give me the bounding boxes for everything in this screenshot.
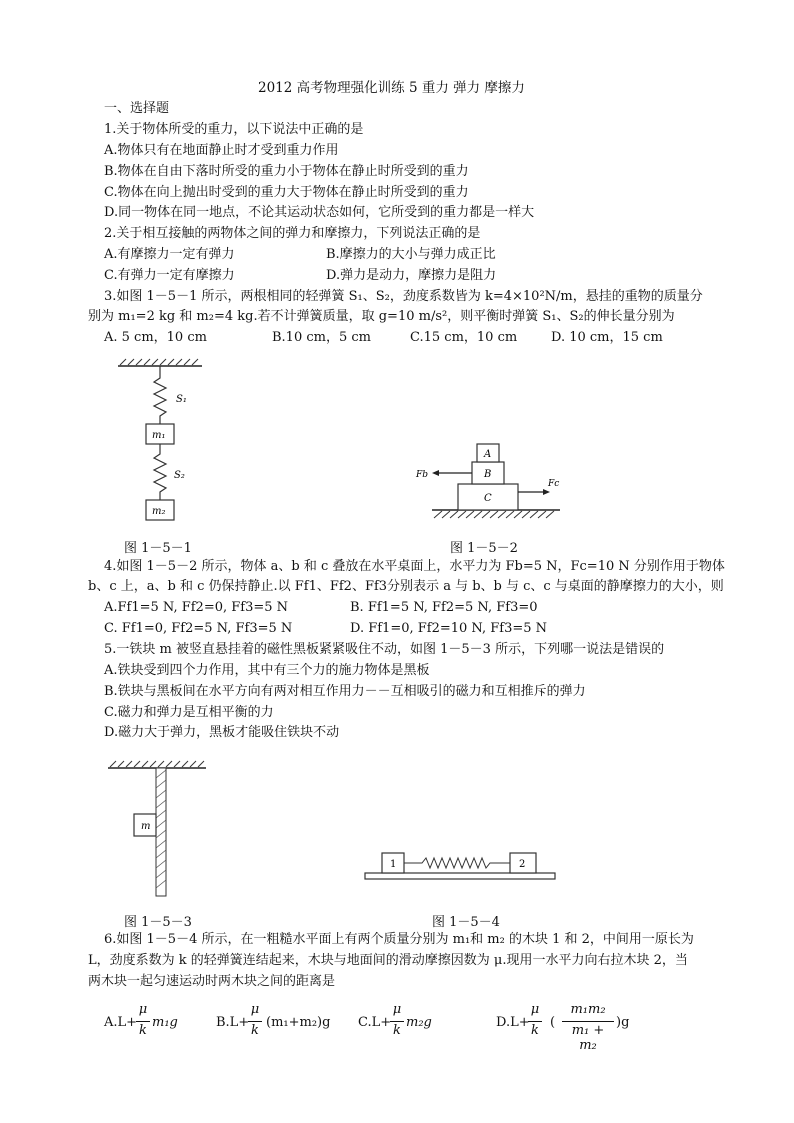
q5-option-c: C.磁力和弹力是互相平衡的力	[104, 705, 274, 720]
fraction-bar	[136, 1021, 150, 1022]
ceiling-hatch	[120, 359, 198, 365]
table-hatch	[434, 511, 554, 518]
q1-option-a: A.物体只有在地面静止时才受到重力作用	[104, 143, 339, 158]
q6-option-d-prefix: D.L+	[496, 1015, 530, 1030]
label-s2: S₂	[174, 470, 185, 481]
spring	[404, 858, 510, 868]
page-title: 2012 高考物理强化训练 5 重力 弹力 摩擦力	[258, 80, 525, 96]
q6-stem-line2: L，劲度系数为 k 的轻弹簧连结起来，木块与地面间的滑动摩擦因数为 μ.现用一水平力向右拉木块 2，当	[88, 953, 688, 968]
label-2: 2	[519, 859, 526, 870]
spring-s2	[154, 444, 166, 500]
q2-option-a: A.有摩擦力一定有弹力	[104, 247, 235, 262]
q6-option-d-open-paren: (	[550, 1015, 556, 1030]
q1-option-c: C.物体在向上抛出时受到的重力大于物体在静止时所受到的重力	[104, 185, 469, 200]
q6-option-a-suffix: m₁g	[152, 1015, 178, 1030]
caption-1-5-3: 图 1－5－3	[124, 915, 192, 930]
label-1: 1	[390, 859, 397, 870]
q6-option-d-suffix: )g	[616, 1015, 630, 1030]
q4-option-d: D. Ff1=0, Ff2=10 N, Ff3=5 N	[350, 621, 548, 636]
q6-option-d-fraction-outer	[528, 1002, 542, 1042]
q3-stem-line1: 3.如图 1－5－1 所示，两根相同的轻弹簧 S₁、S₂，劲度系数皆为 k=4×10²N/m，悬挂的重物的质量分	[104, 289, 703, 304]
fraction-denominator: k	[531, 1023, 539, 1038]
fraction-bar	[248, 1021, 262, 1022]
q6-option-a-fraction	[136, 1002, 150, 1042]
q6-stem-line3: 两木块一起匀速运动时两木块之间的距离是	[88, 974, 336, 989]
q2-option-b: B.摩擦力的大小与弹力成正比	[326, 247, 496, 262]
q2-option-d: D.弹力是动力，摩擦力是阻力	[326, 268, 497, 283]
q6-stem-line1: 6.如图 1－5－4 所示，在一粗糙水平面上有两个质量分别为 m₁和 m₂ 的木块 1 和 2，中间用一原长为	[104, 932, 694, 947]
figure-1-5-2	[410, 436, 570, 528]
figure-1-5-4	[360, 845, 560, 885]
q6-option-a-prefix: A.L+	[104, 1015, 138, 1030]
spring-s1	[154, 366, 166, 424]
q6-option-c-prefix: C.L+	[358, 1015, 392, 1030]
arrow-fc-head	[543, 489, 550, 495]
label-b: B	[484, 469, 492, 480]
q4-stem-line1: 4.如图 1－5－2 所示，物体 a、b 和 c 叠放在水平桌面上，水平力为 Fb=5 N，Fc=10 N 分别作用于物体	[104, 559, 725, 574]
caption-1-5-4: 图 1－5－4	[432, 915, 500, 930]
q4-option-a: A.Ff1=5 N, Ff2=0, Ff3=5 N	[104, 600, 289, 615]
q3-option-a: A. 5 cm，10 cm	[104, 330, 207, 345]
fraction-denominator: k	[393, 1023, 401, 1038]
label-fb: Fb	[416, 470, 429, 480]
q6-option-d-fraction-inner	[562, 1002, 614, 1053]
q1-option-d: D.同一物体在同一地点，不论其运动状态如何，它所受到的重力都是一样大	[104, 205, 535, 220]
q5-stem: 5.一铁块 m 被竖直悬挂着的磁性黑板紧紧吸住不动，如图 1－5－3 所示，下列哪一说法是错误的	[104, 642, 665, 657]
fraction-numerator: μ	[392, 1002, 402, 1017]
figure-1-5-3	[104, 758, 214, 903]
fraction-denominator: k	[139, 1023, 147, 1038]
q6-option-b-suffix: (m₁+m₂)g	[266, 1015, 331, 1030]
q2-option-c: C.有弹力一定有摩擦力	[104, 268, 235, 283]
label-m2: m₂	[152, 506, 166, 517]
ground-slab	[365, 873, 555, 879]
q4-stem-line2: b、c 上，a、b 和 c 仍保持静止.以 Ff1、Ff2、Ff3分别表示 a 与 b、b 与 c、c 与桌面的静摩擦力的大小，则	[88, 579, 724, 594]
q5-option-a: A.铁块受到四个力作用，其中有三个力的施力物体是黑板	[104, 663, 430, 678]
fraction-numerator: μ	[250, 1002, 260, 1017]
q4-option-c: C. Ff1=0, Ff2=5 N, Ff3=5 N	[104, 621, 293, 636]
caption-1-5-1: 图 1－5－1	[124, 541, 192, 556]
q4-option-b: B. Ff1=5 N, Ff2=5 N, Ff3=0	[350, 600, 538, 615]
q1-option-b: B.物体在自由下落时所受的重力小于物体在静止时所受到的重力	[104, 164, 469, 179]
label-fc: Fc	[548, 479, 560, 489]
fraction-bar	[562, 1021, 614, 1022]
ceiling-hatch	[110, 761, 204, 767]
q6-option-c-suffix: m₂g	[406, 1015, 432, 1030]
fraction-bar	[390, 1021, 404, 1022]
label-s1: S₁	[176, 394, 187, 405]
q3-option-c: C.15 cm，10 cm	[410, 330, 518, 345]
section-heading: 一、选择题	[104, 101, 170, 116]
fraction-denominator: m₁ + m₂	[571, 1023, 605, 1053]
q6-option-b-fraction	[248, 1002, 262, 1042]
q6-option-c-fraction	[390, 1002, 404, 1042]
q3-option-b: B.10 cm，5 cm	[272, 330, 371, 345]
caption-1-5-2: 图 1－5－2	[450, 541, 518, 556]
arrow-fb-head	[432, 470, 439, 476]
q5-option-d: D.磁力大于弹力，黑板才能吸住铁块不动	[104, 725, 340, 740]
figure-1-5-1	[110, 358, 220, 528]
label-c: C	[484, 493, 492, 504]
q2-stem: 2.关于相互接触的两物体之间的弹力和摩擦力，下列说法正确的是	[104, 226, 481, 241]
fraction-bar	[528, 1021, 542, 1022]
q5-option-b: B.铁块与黑板间在水平方向有两对相互作用力－－互相吸引的磁力和互相推斥的弹力	[104, 684, 586, 699]
label-a: A	[484, 449, 492, 460]
fraction-numerator: m₁m₂	[570, 1002, 606, 1017]
label-m: m	[141, 821, 151, 832]
label-m1: m₁	[152, 430, 166, 441]
q3-option-d: D. 10 cm，15 cm	[551, 330, 663, 345]
fraction-numerator: μ	[138, 1002, 148, 1017]
fraction-denominator: k	[251, 1023, 259, 1038]
fraction-numerator: μ	[530, 1002, 540, 1017]
q6-option-b-prefix: B.L+	[216, 1015, 250, 1030]
q1-stem: 1.关于物体所受的重力，以下说法中正确的是	[104, 122, 364, 137]
q3-stem-line2: 别为 m₁=2 kg 和 m₂=4 kg.若不计弹簧质量，取 g=10 m/s²，则平衡时弹簧 S₁、S₂的伸长量分别为	[88, 309, 675, 324]
